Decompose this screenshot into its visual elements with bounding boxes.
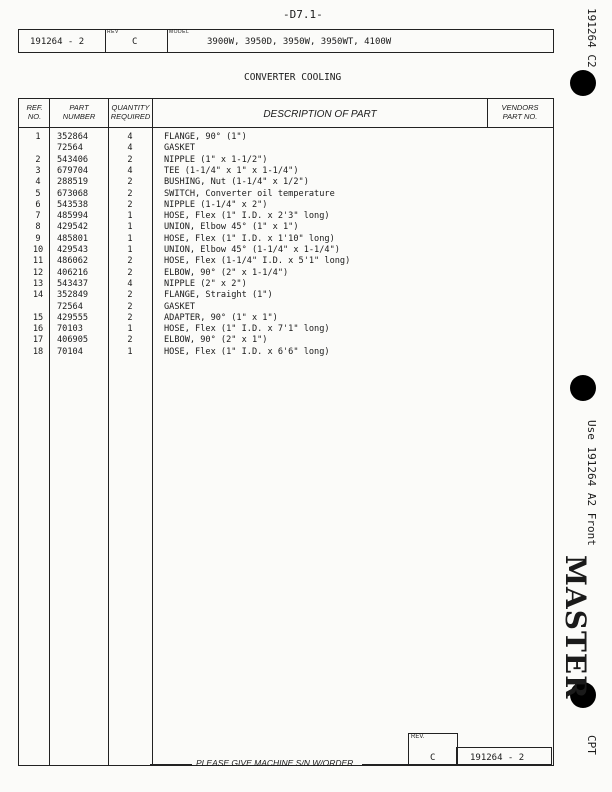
quantity-cell: 4 [127, 132, 133, 142]
description-cell: ELBOW, 90° (2" x 1") [164, 335, 268, 346]
quantity-cell: 2 [127, 177, 133, 188]
footer-rev: C [430, 753, 436, 763]
header-rev-cell [105, 30, 168, 52]
table-row [19, 200, 553, 211]
ref-cell: 18 [32, 346, 44, 357]
description-cell: HOSE, Flex (1-1/4" I.D. x 5'1" long) [164, 256, 351, 267]
header-model-cell [167, 30, 553, 52]
footer-part-number: 191264 - 2 [470, 753, 525, 763]
quantity-cell: 4 [127, 165, 133, 176]
part-number-cell: 429555 [57, 312, 89, 323]
parts-table [18, 98, 554, 766]
ref-cell: 14 [32, 290, 44, 301]
quantity-cell: 1 [127, 245, 133, 255]
ref-cell: 16 [32, 324, 44, 335]
table-row [19, 268, 553, 279]
ref-cell: 10 [32, 245, 44, 255]
part-number-cell: 72564 [57, 301, 83, 312]
description-cell: SWITCH, Converter oil temperature [164, 188, 335, 199]
description-cell: NIPPLE (1-1/4" x 2") [164, 199, 268, 210]
description-cell: ADAPTER, 90° (1" x 1") [164, 312, 278, 323]
ref-cell: 11 [32, 256, 44, 267]
table-row [19, 234, 553, 245]
ref-cell: 1 [35, 132, 41, 142]
description-cell: FLANGE, Straight (1") [164, 290, 273, 301]
description-cell: ELBOW, 90° (2" x 1-1/4") [164, 267, 289, 278]
quantity-cell: 2 [127, 154, 133, 165]
description-cell: NIPPLE (2" x 2") [164, 278, 247, 289]
description-cell: HOSE, Flex (1" I.D. x 2'3" long) [164, 211, 330, 222]
quantity-cell: 1 [127, 211, 133, 222]
col-head-ref: REF. NO. [26, 103, 43, 121]
header-rev: C [132, 37, 138, 47]
quantity-cell: 2 [127, 301, 133, 312]
table-row [19, 313, 553, 324]
margin-use-note: Use 191264 A2 Front [585, 420, 598, 546]
ref-cell: 13 [32, 278, 44, 289]
quantity-cell: 1 [127, 324, 133, 335]
ref-cell: 12 [32, 267, 44, 278]
ref-cell: 4 [35, 177, 41, 188]
quantity-cell: 4 [127, 278, 133, 289]
table-row [19, 222, 553, 233]
description-cell: BUSHING, Nut (1-1/4" x 1/2") [164, 177, 309, 188]
quantity-cell: 2 [127, 290, 133, 301]
table-row [19, 335, 553, 346]
punch-hole-middle [570, 375, 596, 401]
ref-cell: 5 [35, 188, 41, 199]
ref-cell: 2 [35, 154, 41, 165]
header-part-number: 191264 - 2 [30, 37, 85, 47]
part-number-cell: 543406 [57, 154, 89, 165]
part-number-cell: 72564 [57, 143, 83, 154]
description-cell: GASKET [164, 143, 196, 154]
table-row [19, 155, 553, 166]
header-model-label: MODEL [169, 29, 190, 35]
description-cell: HOSE, Flex (1" I.D. x 6'6" long) [164, 346, 330, 357]
quantity-cell: 2 [127, 267, 133, 278]
description-cell: HOSE, Flex (1" I.D. x 7'1" long) [164, 324, 330, 335]
description-cell: NIPPLE (1" x 1-1/2") [164, 154, 268, 165]
part-number-cell: 70103 [57, 324, 83, 335]
description-cell: UNION, Elbow 45° (1" x 1") [164, 222, 299, 233]
table-row [19, 189, 553, 200]
table-row [19, 279, 553, 290]
part-number-cell: 485994 [57, 211, 89, 222]
part-number-cell: 679704 [57, 165, 89, 176]
table-row [19, 347, 553, 358]
section-title: CONVERTER COOLING [244, 72, 342, 83]
part-number-cell: 352849 [57, 290, 89, 301]
table-row [19, 256, 553, 267]
master-stamp: MASTER [559, 555, 592, 700]
margin-id: 191264 C2 [585, 8, 598, 68]
header-part-number-cell [19, 30, 106, 52]
quantity-cell: 2 [127, 188, 133, 199]
part-number-cell: 70104 [57, 346, 83, 357]
col-head-description: DESCRIPTION OF PART [263, 109, 377, 120]
ref-cell: 3 [35, 165, 41, 176]
ref-cell: 17 [32, 335, 44, 346]
part-number-cell: 352864 [57, 132, 89, 142]
quantity-cell: 2 [127, 199, 133, 210]
punch-hole-top [570, 70, 596, 96]
table-row [19, 177, 553, 188]
table-row [19, 132, 553, 143]
part-number-cell: 543538 [57, 199, 89, 210]
table-row [19, 324, 553, 335]
col-head-quantity: QUANTITY REQUIRED [110, 103, 151, 121]
ref-cell: 8 [35, 222, 41, 233]
description-cell: HOSE, Flex (1" I.D. x 1'10" long) [164, 233, 335, 244]
table-row [19, 143, 553, 154]
part-number-cell: 486062 [57, 256, 89, 267]
table-row [19, 302, 553, 313]
page-number: -D7.1- [283, 8, 323, 21]
description-cell: GASKET [164, 301, 196, 312]
part-number-cell: 288519 [57, 177, 89, 188]
ref-cell: 6 [35, 199, 41, 210]
part-number-cell: 485801 [57, 233, 89, 244]
description-cell: TEE (1-1/4" x 1" x 1-1/4") [164, 165, 299, 176]
margin-cpt: CPT [585, 735, 598, 755]
part-number-cell: 543437 [57, 278, 89, 289]
part-number-cell: 673068 [57, 188, 89, 199]
header-box [18, 29, 554, 53]
part-number-cell: 406216 [57, 267, 89, 278]
table-row [19, 245, 553, 256]
footer-rev-label: REV. [411, 734, 425, 740]
header-models: 3900W, 3950D, 3950W, 3950WT, 4100W [207, 37, 392, 47]
col-head-vendors: VENDORS PART NO. [501, 103, 539, 121]
col-head-part-number: PART NUMBER [62, 103, 96, 121]
footer-note: PLEASE GIVE MACHINE S/N W/ORDER [196, 758, 354, 768]
quantity-cell: 2 [127, 256, 133, 267]
table-row [19, 166, 553, 177]
ref-cell: 15 [32, 312, 44, 323]
part-number-cell: 406905 [57, 335, 89, 346]
ref-cell: 7 [35, 211, 41, 222]
footer-rev-box [408, 733, 551, 764]
quantity-cell: 1 [127, 233, 133, 244]
quantity-cell: 1 [127, 222, 133, 233]
description-cell: UNION, Elbow 45° (1-1/4" x 1-1/4") [164, 245, 340, 255]
table-row [19, 211, 553, 222]
description-cell: FLANGE, 90° (1") [164, 132, 247, 142]
table-row [19, 290, 553, 301]
quantity-cell: 4 [127, 143, 133, 154]
quantity-cell: 2 [127, 335, 133, 346]
part-number-cell: 429542 [57, 222, 89, 233]
quantity-cell: 1 [127, 346, 133, 357]
quantity-cell: 2 [127, 312, 133, 323]
header-rev-label: REV [107, 29, 119, 35]
ref-cell: 9 [35, 233, 41, 244]
part-number-cell: 429543 [57, 245, 89, 255]
